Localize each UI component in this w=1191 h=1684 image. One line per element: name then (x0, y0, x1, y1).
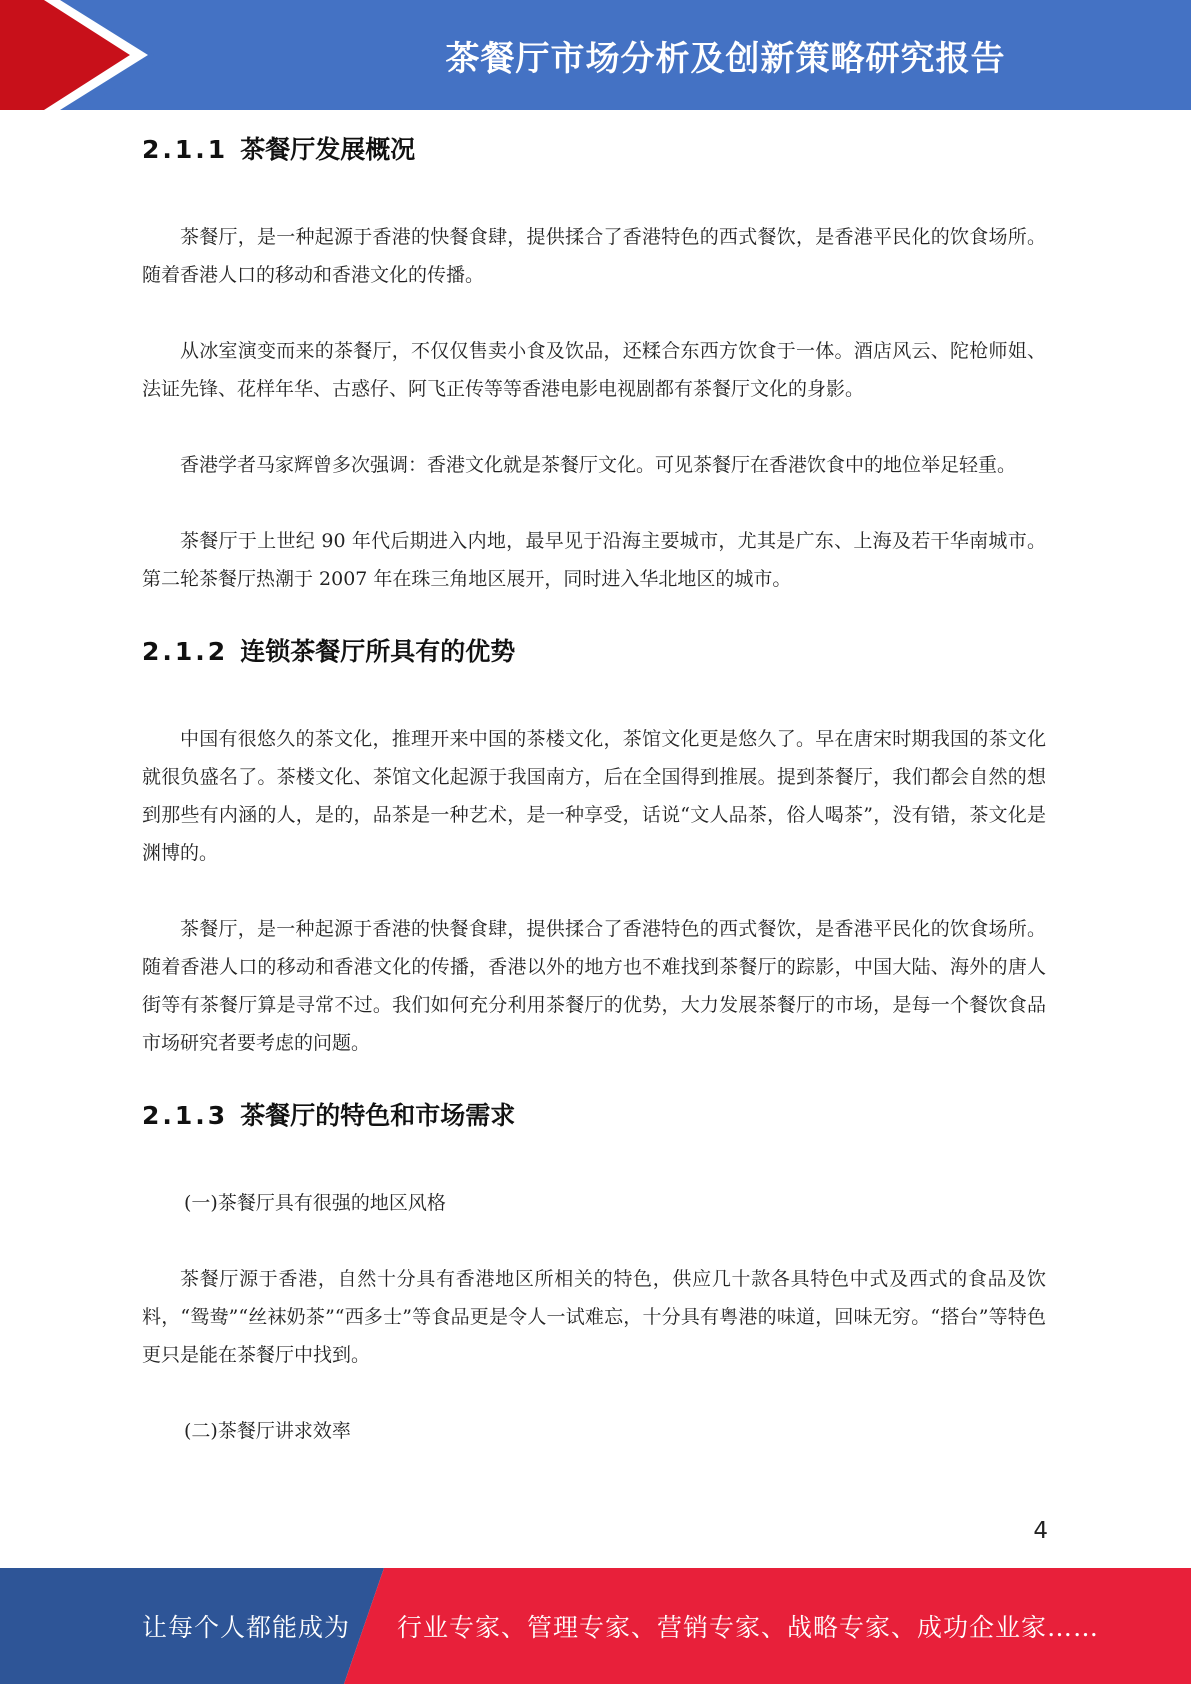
footer-slogan-right: 行业专家、管理专家、营销专家、战略专家、成功企业家…… (397, 1613, 1100, 1642)
paragraph: 茶餐厅于上世纪 90 年代后期进入内地，最早见于沿海主要城市，尤其是广东、上海及若干华南城市。第二轮茶餐厅热潮于 2007 年在珠三角地区展开，同时进入华北地区的城市。 (142, 530, 1046, 590)
subsection-label: (二)茶餐厅讲求效率 (184, 1420, 351, 1442)
paragraph: 茶餐厅源于香港，自然十分具有香港地区所相关的特色，供应几十款各具特色中式及西式的食品及饮料，“鸳鸯”“丝袜奶茶”“西多士”等食品更是令人一试难忘，十分具有粤港的味道，回味无穷。“搭台”等特色更只是能在茶餐厅中找到。 (142, 1268, 1046, 1366)
section-number: 2.1.3 (142, 1101, 229, 1130)
section-title: 茶餐厅的特色和市场需求 (240, 1101, 516, 1130)
paragraph: 茶餐厅，是一种起源于香港的快餐食肆，提供揉合了香港特色的西式餐饮，是香港平民化的饮食场所。随着香港人口的移动和香港文化的传播。 (142, 226, 1046, 286)
section-number: 2.1.1 (142, 135, 229, 164)
footer-slogan-left: 让每个人都能成为 (142, 1613, 351, 1642)
section-number: 2.1.2 (142, 637, 229, 666)
paragraph: 从冰室演变而来的茶餐厅，不仅仅售卖小食及饮品，还糅合东西方饮食于一体。酒店风云、陀枪师姐、法证先锋、花样年华、古惑仔、阿飞正传等等香港电影电视剧都有茶餐厅文化的身影。 (142, 340, 1046, 400)
section-heading-2-1-1 (142, 128, 1046, 172)
paragraph: 香港学者马家辉曾多次强调：香港文化就是茶餐厅文化。可见茶餐厅在香港饮食中的地位举足轻重。 (180, 454, 1017, 476)
page-footer (0, 1568, 1191, 1684)
header-arrow-icon (0, 0, 160, 110)
page-number: 4 (1033, 1518, 1048, 1544)
section-title: 茶餐厅发展概况 (240, 135, 416, 164)
subsection-label: (一)茶餐厅具有很强的地区风格 (184, 1192, 446, 1214)
paragraph: 茶餐厅，是一种起源于香港的快餐食肆，提供揉合了香港特色的西式餐饮，是香港平民化的饮食场所。随着香港人口的移动和香港文化的传播，香港以外的地方也不难找到茶餐厅的踪影，中国大陆、海外的唐人街等有茶餐厅算是寻常不过。我们如何充分利用茶餐厅的优势，大力发展茶餐厅的市场，是每一个餐饮食品市场研究者要考虑的问题。 (142, 918, 1046, 1054)
report-title: 茶餐厅市场分析及创新策略研究报告 (445, 38, 1006, 79)
document-body (142, 128, 1046, 1450)
page-header (0, 0, 1191, 110)
section-heading-2-1-2 (142, 630, 1046, 674)
section-title: 连锁茶餐厅所具有的优势 (240, 637, 516, 666)
section-heading-2-1-3 (142, 1094, 1046, 1138)
paragraph: 中国有很悠久的茶文化，推理开来中国的茶楼文化，茶馆文化更是悠久了。早在唐宋时期我国的茶文化就很负盛名了。茶楼文化、茶馆文化起源于我国南方，后在全国得到推展。提到茶餐厅，我们都会自然的想到那些有内涵的人，是的，品茶是一种艺术，是一种享受，话说“文人品茶，俗人喝茶”，没有错，茶文化是渊博的。 (142, 728, 1046, 864)
